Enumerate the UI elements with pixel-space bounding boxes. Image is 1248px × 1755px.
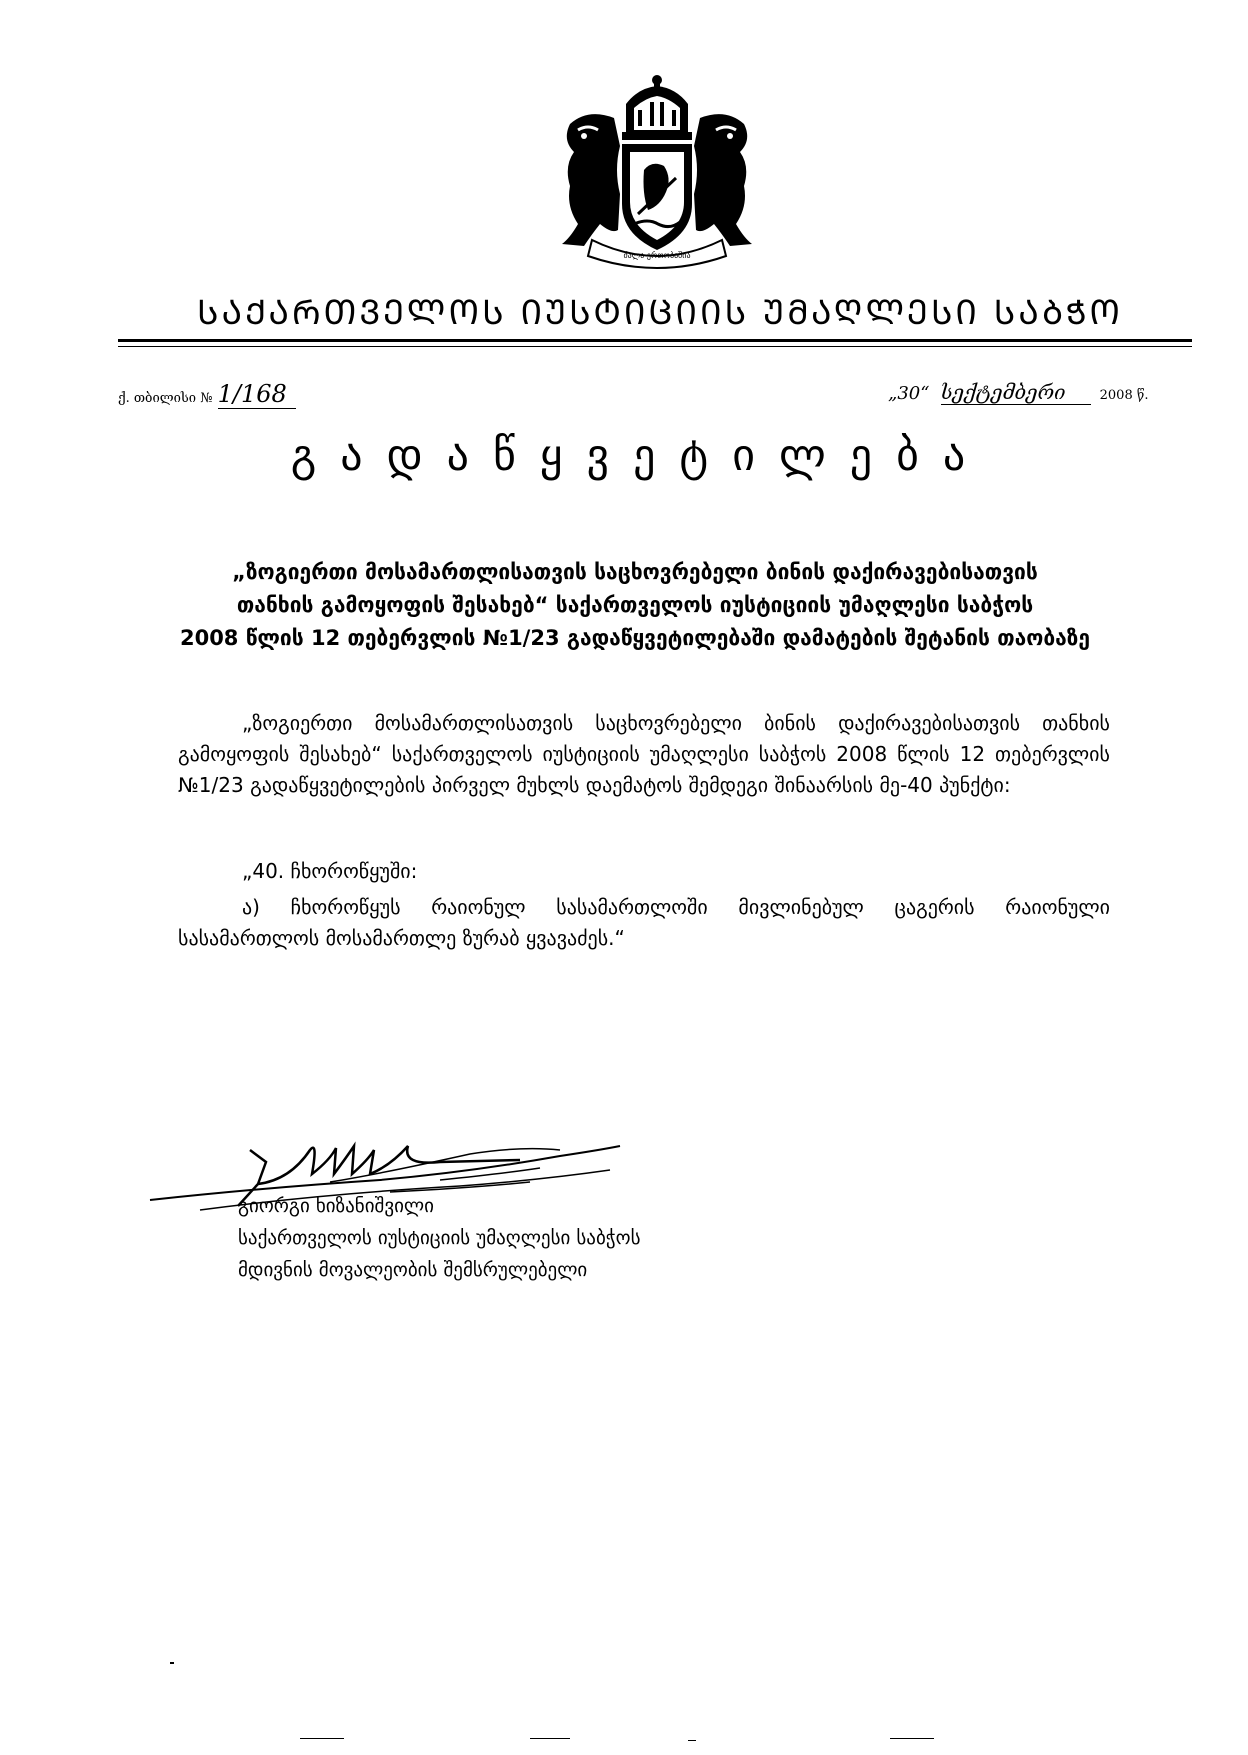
right-lion-icon bbox=[694, 114, 752, 246]
header-rule bbox=[118, 339, 1192, 342]
item-heading: „40. ჩხოროწყუში: bbox=[242, 859, 418, 883]
left-lion-icon bbox=[562, 114, 620, 246]
institution-name: ᲡᲐᲥᲐᲠᲗᲕᲔᲚᲝᲡ ᲘᲣᲡᲢᲘᲪᲘᲘᲡ ᲣᲛᲐᲦᲚᲔᲡᲘ ᲡᲐᲑᲭᲝ bbox=[197, 293, 1123, 333]
document-title: გადაწყვეტილება bbox=[290, 430, 990, 481]
body-paragraph: „ზოგიერთი მოსამართლისათვის საცხოვრებელი ბინის დაქირავებისათვის თანხის გამოყოფის შესახებ“ საქართველოს იუსტიციის უმაღლესი საბჭოს 2008 წლის 12 თებერვლის №1/23 გადაწყვეტილების პირველ მუხლს დაემატოს შემდეგი შინაარსის მე-40 პუნქტი: bbox=[178, 711, 1110, 797]
signatory-position-line: მდივნის მოვალეობის შემსრულებელი bbox=[238, 1259, 588, 1281]
subject-line: „ზოგიერთი მოსამართლისათვის საცხოვრებელი ბინის დაქირავებისათვის bbox=[232, 560, 1038, 584]
decree-number: 1/168 bbox=[218, 380, 296, 409]
scan-speck bbox=[170, 1662, 174, 1664]
footer-scan-line bbox=[890, 1738, 934, 1739]
footer-scan-line bbox=[688, 1740, 696, 1741]
signatory-name: გიორგი ხიზანიშვილი bbox=[238, 1195, 434, 1217]
subject-line: თანხის გამოყოფის შესახებ“ საქართველოს იუსტიციის უმაღლესი საბჭოს bbox=[236, 593, 1034, 617]
document-subject bbox=[170, 556, 1100, 655]
decree-number-line bbox=[118, 380, 296, 409]
signature-block bbox=[238, 1190, 641, 1286]
date-year: 2008 წ. bbox=[1099, 388, 1149, 403]
emblem-motto: ძალა ერთობაშია bbox=[623, 251, 691, 260]
decree-date-line bbox=[888, 380, 1149, 405]
signatory-position-line: საქართველოს იუსტიციის უმაღლესი საბჭოს bbox=[238, 1227, 641, 1249]
date-month: სექტემბერი bbox=[941, 380, 1091, 405]
coat-of-arms-emblem bbox=[548, 74, 766, 274]
footer-scan-line bbox=[300, 1738, 344, 1739]
header-rule-thin bbox=[118, 346, 1192, 347]
item-a: ა) ჩხოროწყუს რაიონულ სასამართლოში მივლინებულ ცაგერის რაიონული სასამართლოს მოსამართლე ზურაბ ყვავაძეს.“ bbox=[178, 895, 1110, 950]
shield-icon bbox=[622, 144, 692, 250]
footer-scan-line bbox=[530, 1738, 570, 1739]
date-day: „30“ bbox=[888, 383, 930, 404]
crown-icon bbox=[622, 75, 692, 140]
subject-line: 2008 წლის 12 თებერვლის №1/23 გადაწყვეტილებაში დამატების შეტანის თაობაზე bbox=[179, 626, 1091, 650]
number-label: ქ. თბილისი № bbox=[118, 391, 213, 406]
